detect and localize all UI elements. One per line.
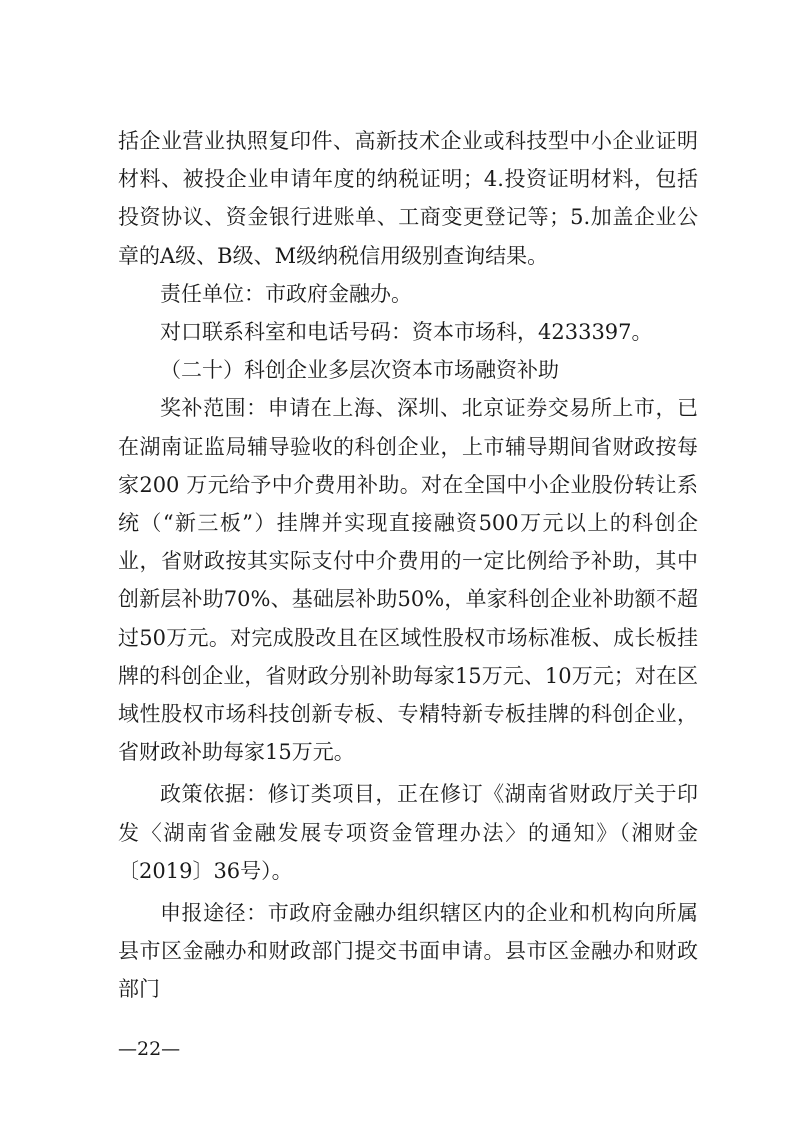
paragraph-contact: 对口联系科室和电话号码：资本市场科，4233397。	[160, 320, 653, 345]
paragraph-materials-continued: 括企业营业执照复印件、高新技术企业或科技型中小企业证明材料、被投企业申请年度的纳税证明；4.投资证明材料，包括投资协议、资金银行进账单、工商变更登记等；5.加盖企业公章的A级、B级、M级纳税信用级别查询结果。	[118, 129, 698, 268]
page-number: —22—	[118, 1038, 181, 1060]
section-heading: （二十）科创企业多层次资本市场融资补助	[160, 358, 559, 383]
body-text	[118, 122, 698, 1009]
paragraph-application-route: 申报途径：市政府金融办组织辖区内的企业和机构向所属县市区金融办和财政部门提交书面申请。县市区金融办和财政部门	[118, 901, 698, 1002]
paragraph-policy-basis: 政策依据：修订类项目，正在修订《湖南省财政厅关于印发〈湖南省金融发展专项资金管理办法〉的通知》（湘财金〔2019〕36号）。	[118, 782, 698, 883]
paragraph-responsible-unit: 责任单位：市政府金融办。	[160, 281, 412, 306]
paragraph-reward-scope: 奖补范围：申请在上海、深圳、北京证券交易所上市，已在湖南证监局辅导验收的科创企业，上市辅导期间省财政按每家200 万元给予中介费用补助。对在全国中小企业股份转让系统（“新三板”）挂牌并实现直接融资500万元以上的科创企业，省财政按其实际支付中介费用的一定比例给予补助，其中创新层补助70%、基础层补助50%，单家科创企业补助额不超过50万元。对完成股改且在区域性股权市场标准板、成长板挂牌的科创企业，省财政分别补助每家15万元、10万元；对在区域性股权市场科技创新专板、专精特新专板挂牌的科创企业，省财政补助每家15万元。	[118, 396, 698, 765]
